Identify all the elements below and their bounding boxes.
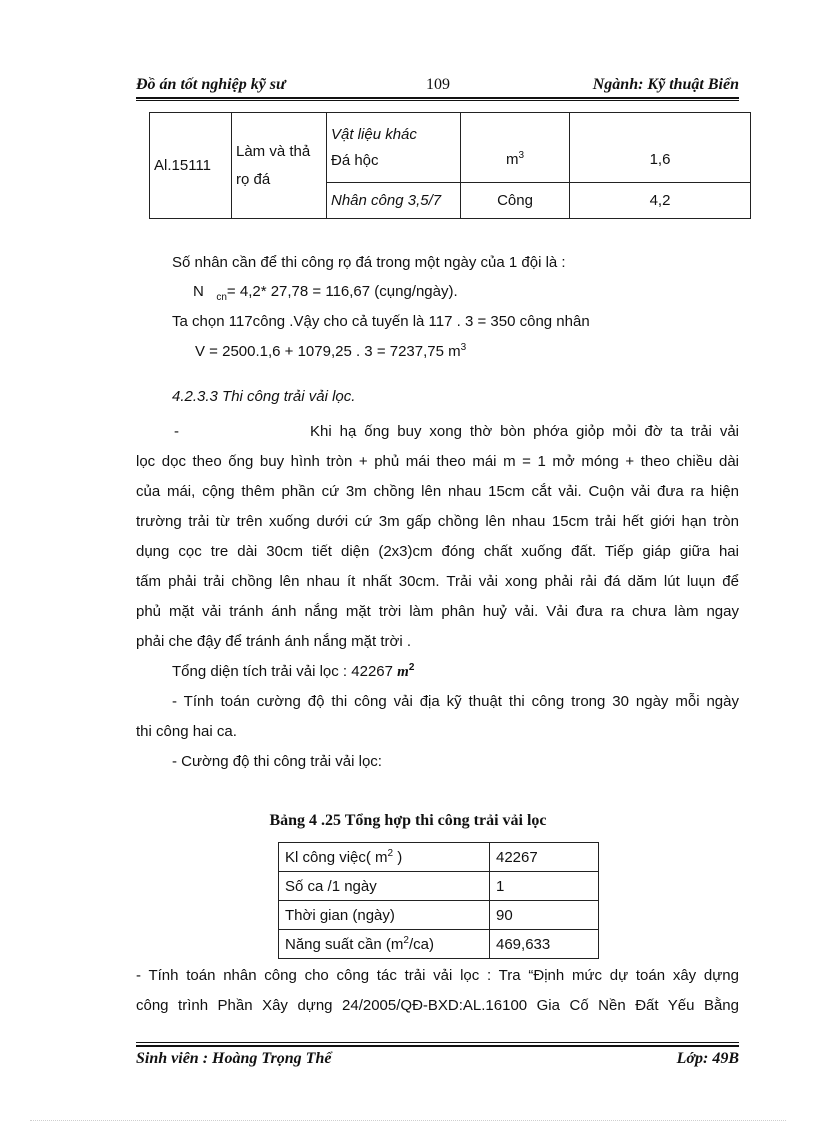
- formula-sub: cn: [216, 292, 227, 303]
- summary-label-tail: /ca): [408, 935, 434, 953]
- summary-label: [279, 843, 490, 872]
- table-row: [279, 930, 599, 959]
- intensity-line-c: - Cường độ thi công trải vải lọc:: [172, 753, 382, 770]
- area-label: Tổng diện tích trải vải lọc : 42267: [172, 663, 393, 680]
- summary-value: 42267: [490, 843, 599, 872]
- norm-labor-value: 4,2: [570, 183, 751, 219]
- summary-value: 469,633: [490, 930, 599, 959]
- section-dash: -: [174, 423, 179, 440]
- summary-table-caption: Bảng 4 .25 Tổng hợp thi công trải vải lọc: [269, 812, 547, 829]
- summary-label-text: Năng suất cần (m: [285, 935, 404, 953]
- workers-volume: [195, 343, 466, 360]
- intensity-line-a: - Tính toán cường độ thi công vải địa kỹ thuật thi công trong 30 ngày mỗi ngày: [172, 693, 739, 710]
- norm-code: Al.15111: [150, 113, 232, 219]
- norm-work-name: Làm và thả rọ đá: [232, 113, 327, 219]
- page-footer: [136, 1050, 739, 1070]
- footer-student: Sinh viên : Hoàng Trọng Thể: [136, 1050, 332, 1067]
- workers-intro: Số nhân cần để thi công rọ đá trong một ngày của 1 đội là :: [172, 254, 566, 271]
- header-thesis-title: Đồ án tốt nghiệp kỹ sư: [136, 76, 286, 93]
- norm-material-value: 1,6: [570, 113, 751, 183]
- norm-labor-label: Nhân công 3,5/7: [327, 183, 461, 219]
- summary-label-text: Kl công việc( m: [285, 848, 388, 866]
- page-number: 109: [426, 76, 450, 93]
- workers-choice: Ta chọn 117công .Vậy cho cả tuyến là 117 . 3 = 350 công nhân: [172, 313, 590, 330]
- section-para-last: phải che đậy để tránh ánh nắng mặt trời .: [136, 633, 412, 650]
- norm-material-label: Vật liệu khác: [331, 125, 417, 143]
- section-para-line-3: trường trải từ trên xuống dưới cứ 3m gấp chồng lên nhau 15cm trải hết giới hạn tròn: [136, 513, 739, 530]
- footer-rule: [136, 1045, 739, 1047]
- header-rule-thin: [136, 100, 739, 101]
- workers-formula: [193, 283, 458, 303]
- summary-label-sup: 2: [403, 934, 409, 946]
- norm-stone-label: Đá hộc: [331, 151, 379, 169]
- norm-material-unit: [461, 113, 570, 183]
- norm-unit-sup: 3: [518, 150, 525, 161]
- area-sup: 2: [408, 662, 415, 673]
- labor-line-1: - Tính toán nhân công cho công tác trải vải lọc : Tra “Định mức dự toán xây dựng: [136, 967, 739, 984]
- page-header: [136, 76, 739, 96]
- norm-material-cell: [327, 113, 461, 183]
- labor-line-2: công trình Phần Xây dựng 24/2005/QĐ-BXD:AL.16100 Gia Cố Nền Đất Yếu Bằng: [136, 997, 739, 1014]
- summary-label: Số ca /1 ngày: [279, 872, 490, 901]
- summary-value: 1: [490, 872, 599, 901]
- summary-value: 90: [490, 901, 599, 930]
- section-para-line-6: phủ mặt vải tránh ánh nắng mặt trời làm phân huỷ vải. Vải đưa ra chưa làm ngay: [136, 603, 739, 620]
- table-row: [279, 872, 599, 901]
- header-rule: [136, 97, 739, 99]
- area-total: [172, 663, 414, 681]
- page-bottom-divider: [30, 1120, 786, 1121]
- table-row: [279, 843, 599, 872]
- summary-table: [278, 842, 599, 959]
- norm-table: [149, 112, 751, 219]
- table-row: [279, 901, 599, 930]
- section-para-line-5: tấm phải trải chồng lên nhau ít nhất 30cm. Trải vải xong phải rải đá dăm lút luụn để: [136, 573, 739, 590]
- footer-rule-thin: [136, 1042, 739, 1043]
- summary-label-tail: ): [393, 848, 403, 866]
- section-para-first: Khi hạ ống buy xong thờ bòn phớa giỏp mỏi đờ ta trải vải: [310, 423, 739, 440]
- summary-label-sup: 2: [387, 847, 394, 859]
- formula-n: N: [193, 283, 204, 300]
- volume-sup: 3: [460, 342, 467, 353]
- area-unit: m: [397, 664, 409, 680]
- norm-unit-text: m: [505, 151, 519, 168]
- summary-label: Thời gian (ngày): [279, 901, 490, 930]
- section-para-line-2: của mái, cộng thêm phần cứ 3m chồng lên nhau 15cm cắt vải. Cuộn vải đưa ra hiện: [136, 483, 739, 500]
- formula-rest: = 4,2* 27,78 = 116,67 (cụng/ngày).: [226, 283, 458, 300]
- section-para-line-4: dụng cọc tre dài 30cm tiết diện (2x3)cm đóng chất xuống đất. Tiếp giáp giữa hai: [136, 543, 739, 560]
- section-title: 4.2.3.3 Thi công trải vải lọc.: [172, 388, 356, 405]
- header-major: Ngành: Kỹ thuật Biển: [592, 76, 739, 93]
- intensity-line-b: thi công hai ca.: [136, 723, 237, 740]
- norm-labor-unit: Công: [461, 183, 570, 219]
- volume-text: V = 2500.1,6 + 1079,25 . 3 = 7237,75 m: [195, 343, 461, 360]
- footer-class: Lớp: 49B: [676, 1050, 739, 1067]
- section-para-line-1: lọc dọc theo ống buy hình tròn + phủ mái theo mái m = 1 mở móng + theo chiều dài: [136, 453, 739, 470]
- summary-label: [279, 930, 490, 959]
